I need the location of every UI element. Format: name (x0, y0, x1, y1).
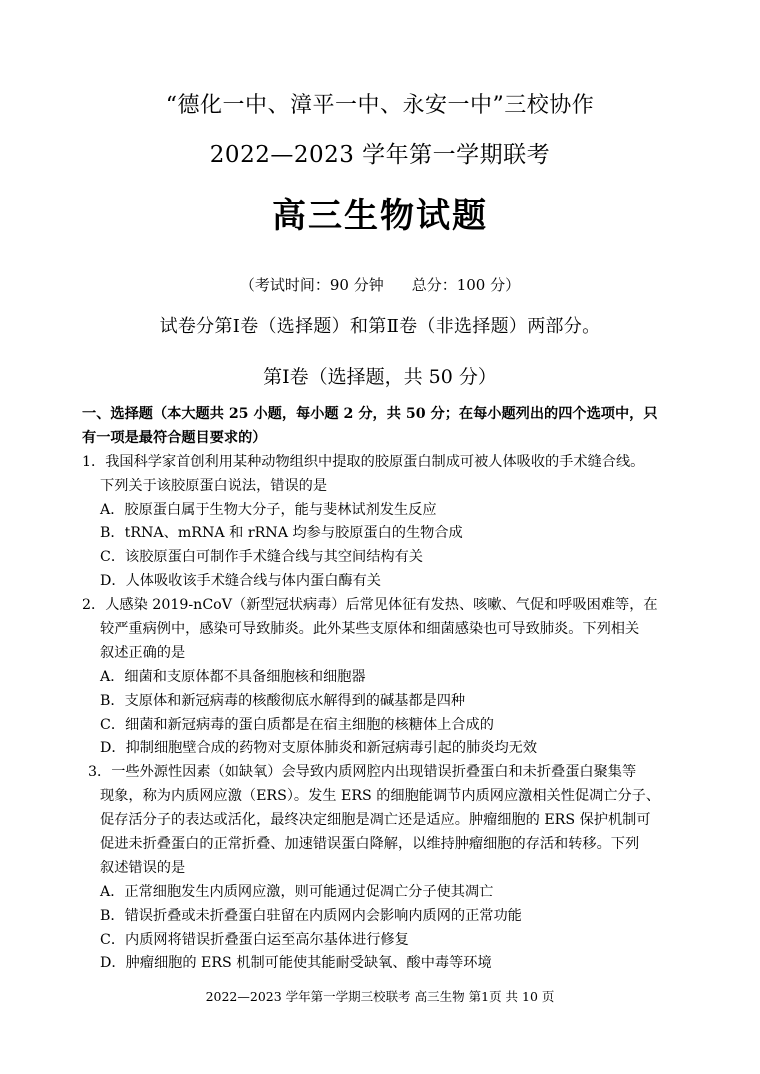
question-3-option-b: B．错误折叠或未折叠蛋白驻留在内质网内会影响内质网的正常功能 (100, 907, 522, 924)
instruction-line: 一、选择题（本大题共 25 小题，每小题 2 分，共 50 分；在每小题列出的四个选项中，只 (82, 406, 658, 422)
section-1-title: 第Ⅰ卷（选择题，共 50 分） (263, 366, 497, 388)
question-1-stem: 下列关于该胶原蛋白说法，错误的是 (100, 477, 328, 494)
question-3-stem: 促存活分子的表达或活化，最终决定细胞是凋亡还是适应。肿瘤细胞的 ERS 保护机制可 (100, 812, 651, 829)
exam-info (0, 274, 760, 295)
question-body (82, 403, 682, 976)
question-2-option-b: B．支原体和新冠病毒的核酸彻底水解得到的碱基都是四种 (100, 692, 466, 709)
question-1-option-d: D．人体吸收该手术缝合线与体内蛋白酶有关 (100, 573, 381, 590)
question-3-stem: 叙述错误的是 (100, 859, 186, 876)
question-2-stem: 2．人感染 2019-nCoV（新型冠状病毒）后常见体征有发热、咳嗽、气促和呼吸困难等，在 (82, 597, 658, 614)
question-2-option-d: D．抑制细胞壁合成的药物对支原体肺炎和新冠病毒引起的肺炎均无效 (100, 740, 538, 757)
question-3-stem: 现象，称为内质网应激（ERS）。发生 ERS 的细胞能调节内质网应激相关性促凋亡分子、 (100, 788, 661, 805)
question-2-stem: 叙述正确的是 (100, 644, 186, 661)
question-3-option-a: A．正常细胞发生内质网应激，则可能通过促凋亡分子使其凋亡 (100, 883, 494, 900)
school-collaboration-title: “德化一中、漳平一中、永安一中”三校协作 (165, 93, 595, 118)
question-2-option-c: C．细菌和新冠病毒的蛋白质都是在宿主细胞的核糖体上合成的 (100, 716, 494, 733)
question-3-option-d: D．肿瘤细胞的 ERS 机制可能使其能耐受缺氧、酸中毒等环境 (100, 955, 492, 972)
question-2-stem: 较严重病例中，感染可导致肺炎。此外某些支原体和细菌感染也可导致肺炎。下列相关 (100, 621, 640, 638)
question-1-stem: 1．我国科学家首创利用某种动物组织中提取的胶原蛋白制成可被人体吸收的手术缝合线。 (82, 453, 645, 470)
exam-main-title: 高三生物试题 (272, 196, 488, 236)
paper-structure-note: 试卷分第Ⅰ卷（选择题）和第Ⅱ卷（非选择题）两部分。 (159, 316, 601, 337)
question-1-option-a: A．胶原蛋白属于生物大分子，能与斐林试剂发生反应 (100, 501, 437, 518)
question-1-option-c: C．该胶原蛋白可制作手术缝合线与其空间结构有关 (100, 549, 423, 566)
term-title: 2022—2023 学年第一学期联考 (209, 142, 551, 168)
question-3-option-c: C．内质网将错误折叠蛋白运至高尔基体进行修复 (100, 931, 409, 948)
question-3-stem: 促进未折叠蛋白的正常折叠、加速错误蛋白降解，以维持肿瘤细胞的存活和转移。下列 (100, 836, 640, 853)
page-footer: 2022—2023 学年第一学期三校联考 高三生物 第1页 共 10 页 (205, 989, 555, 1004)
total-score: 总分：100 分） (411, 276, 521, 294)
exam-time: （考试时间：90 分钟 (239, 276, 384, 294)
question-2-option-a: A．细菌和支原体都不具备细胞核和细胞器 (100, 668, 366, 685)
instruction-line: 有一项是最符合题目要求的） (82, 429, 267, 446)
question-1-option-b: B．tRNA、mRNA 和 rRNA 均参与胶原蛋白的生物合成 (100, 525, 463, 542)
question-3-stem: 3．一些外源性因素（如缺氧）会导致内质网腔内出现错误折叠蛋白和未折叠蛋白聚集等 (88, 764, 637, 781)
